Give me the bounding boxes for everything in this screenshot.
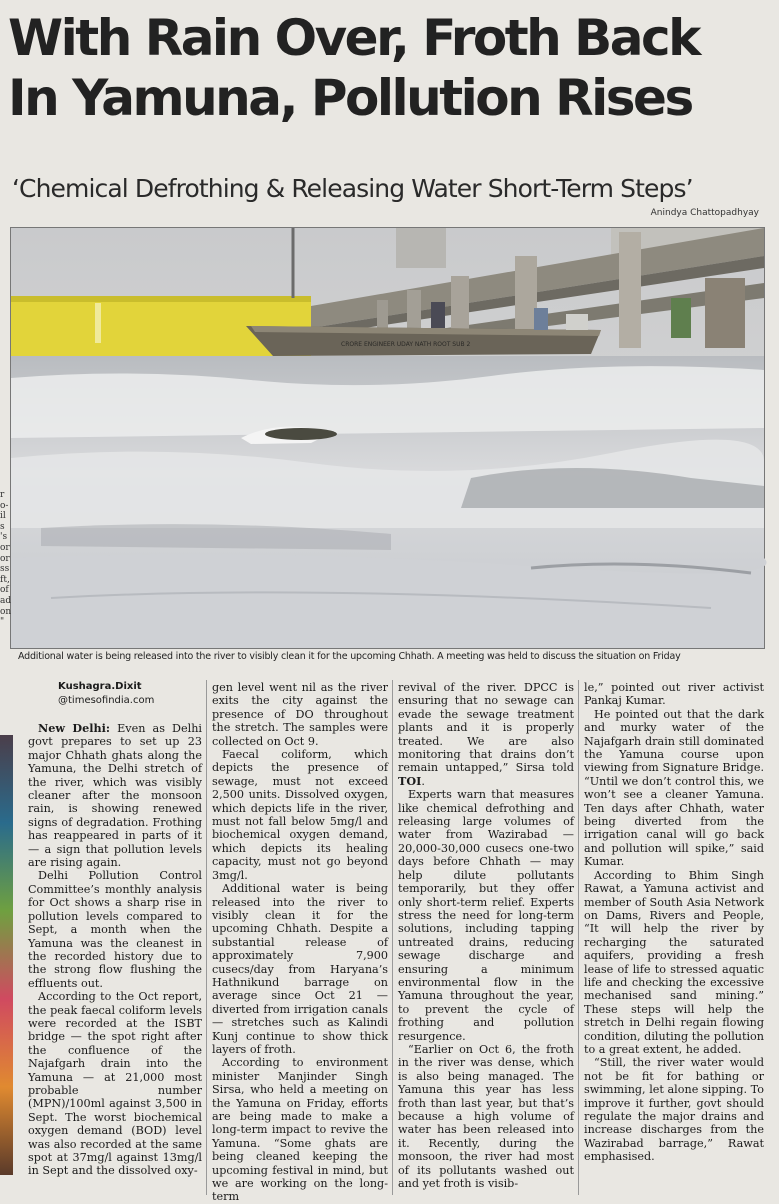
strip-fragment: o- bbox=[0, 500, 9, 511]
dateline: New Delhi: bbox=[38, 721, 110, 735]
paragraph: le,” pointed out river activist Pankaj Kumar. bbox=[584, 681, 764, 708]
paragraph: According to Bhim Singh Rawat, a Yamuna activist and member of South Asia Network on Dams, Rivers and People, “It will help the river by recharging the saturated aquifers, providing a fresh lease of life to stressed aquatic life and checking the excessive mechanised sand mining.” These steps will help the stretch in Delhi regain flowing condition, diluting the pollution to a great extent, he added. bbox=[584, 868, 764, 1056]
toi-mention: TOI bbox=[398, 773, 422, 788]
column-divider bbox=[392, 680, 393, 1195]
paragraph: revival of the river. DPCC is ensuring that no sewage can evade the sewage treatment plants and it is properly treated. We are also monitoring that drains don’t remain untapped,” Sirsa told TOI. bbox=[398, 681, 574, 788]
strip-fragment: 's bbox=[0, 532, 8, 543]
paragraph: “Earlier on Oct 6, the froth in the river was dense, which is also being managed. The Yamuna this year has less froth than last year, but that’s because a high volume of water has been released into it. Recently, during the monsoon, the river had most of its pollutants washed out and yet froth is visib- bbox=[398, 1042, 574, 1191]
photo-credit: Anindya Chattopadhyay bbox=[650, 208, 759, 218]
paragraph: Delhi Pollution Control Committee’s monthly analysis for Oct shows a sharp rise in pollution levels compared to Sept, a month when the Yamuna was the cleanest in the recorded history due to the strong flow flushing the effluents out. bbox=[28, 869, 202, 990]
adjacent-column-fragment bbox=[0, 490, 10, 628]
strip-fragment: ft, bbox=[0, 574, 10, 585]
byline-name: Kushagra.Dixit bbox=[58, 681, 142, 692]
paragraph: Faecal coliform, which depicts the presence of sewage, must not exceed 2,500 units. Dissolved oxygen, which depicts life in the river, must not fall below 5mg/l and biochemical oxygen demand, which depicts its healing capacity, must not go beyond 3mg/l. bbox=[212, 748, 388, 882]
column-divider bbox=[578, 680, 579, 1195]
article-column-3 bbox=[398, 681, 574, 1190]
headline-line-2: In Yamuna, Pollution Rises bbox=[8, 69, 692, 127]
headline bbox=[8, 8, 768, 128]
byline-handle: @timesofindia.com bbox=[58, 695, 155, 706]
adjacent-ad-image bbox=[0, 735, 13, 1175]
paragraph: Experts warn that measures like chemical defrothing and releasing large volumes of water from Wazirabad — 20,000-30,000 cusecs one-two days before Chhath — may help dilute pollutants temporarily, but they offer only short-term relief. Experts stress the need for long-term solutions, including tapping untreated drains, reducing sewage discharge and ensuring a minimum environmental flow in the Yamuna throughout the year, to prevent the cycle of frothing and pollution resurgence. bbox=[398, 788, 574, 1043]
article-column-1 bbox=[28, 722, 202, 1178]
paragraph: According to environment minister Manjinder Singh Sirsa, who held a meeting on the Yamuna on Friday, efforts are being made to make a long-term impact to revive the Yamuna. “Some ghats are being cleaned keeping the upcoming festival in mind, but we are working on the long-term bbox=[212, 1056, 388, 1204]
byline bbox=[58, 680, 154, 708]
strip-fragment: or bbox=[0, 542, 10, 553]
paragraph: He pointed out that the dark and murky water of the Najafgarh drain still dominated the Yamuna course upon viewing from Signature Bridge. “Until we don’t control this, we won’t see a cleaner Yamuna. Ten days after Chhath, water being diverted from the irrigation canal will go back and pollution will spike,” said Kumar. bbox=[584, 707, 764, 869]
strip-fragment: on bbox=[0, 606, 12, 617]
subheadline: ‘Chemical Defrothing & Releasing Water Short-Term Steps’ bbox=[12, 174, 693, 203]
strip-fragment: or bbox=[0, 553, 10, 564]
article-column-2 bbox=[212, 681, 388, 1204]
svg-text:CRORE ENGINEER UDAY NATH ROO: CRORE ENGINEER UDAY NATH ROOT SUB 2 bbox=[341, 341, 471, 348]
strip-fragment: r bbox=[0, 490, 5, 500]
strip-fragment: il bbox=[0, 511, 6, 522]
strip-fragment: s bbox=[0, 521, 5, 532]
news-photo bbox=[10, 227, 765, 649]
paragraph: New Delhi: Even as Delhi govt prepares to set up 23 major Chhath ghats along the Yamuna, the Delhi stretch of the river, which was visibly cleaner after the monsoon rain, is showing renewed signs of degradation. Frothing has reappeared in parts of it — a sign that pollution levels are rising again. bbox=[28, 721, 202, 870]
strip-fragment: " bbox=[0, 617, 5, 628]
paragraph: “Still, the river water would not be fit for bathing or swimming, let alone sipping. To improve it further, govt should regulate the major drains and increase discharges from the Wazirabad barrage,” Rawat emphasised. bbox=[584, 1056, 764, 1164]
paragraph: Additional water is being released into the river to visibly clean it for the upcoming Chhath. Despite a substantial release of approximately 7,900 cusecs/day from Haryana’s Hathnikund barrage on average since Oct 21 — diverted from irrigation canals — stretches such as Kalindi Kunj continue to show thick layers of froth. bbox=[212, 882, 388, 1056]
headline-line-1: With Rain Over, Froth Back bbox=[8, 9, 699, 67]
strip-fragment: ad bbox=[0, 595, 12, 606]
paragraph: According to the Oct report, the peak faecal coliform levels were recorded at the ISBT bridge — the spot right after the confluence of the Najafgarh drain into the Yamuna — at 21,000 most probable number (MPN)/100ml against 3,500 in Sept. The worst biochemical oxygen demand (BOD) level was also recorded at the same spot at 37mg/l against 13mg/l in Sept and the dissolved oxy- bbox=[28, 990, 202, 1178]
strip-fragment: of bbox=[0, 585, 9, 596]
column-divider bbox=[206, 680, 207, 1195]
strip-fragment: ss bbox=[0, 564, 10, 575]
paragraph: gen level went nil as the river exits the city against the presence of DO throughout the stretch. The samples were collected on Oct 9. bbox=[212, 681, 388, 748]
article-column-4 bbox=[584, 681, 764, 1164]
photo-caption: Additional water is being released into the river to visibly clean it for the upcoming Chhath. A meeting was held to discuss the situation on Friday bbox=[18, 651, 681, 662]
river-froth-photo bbox=[11, 228, 764, 648]
